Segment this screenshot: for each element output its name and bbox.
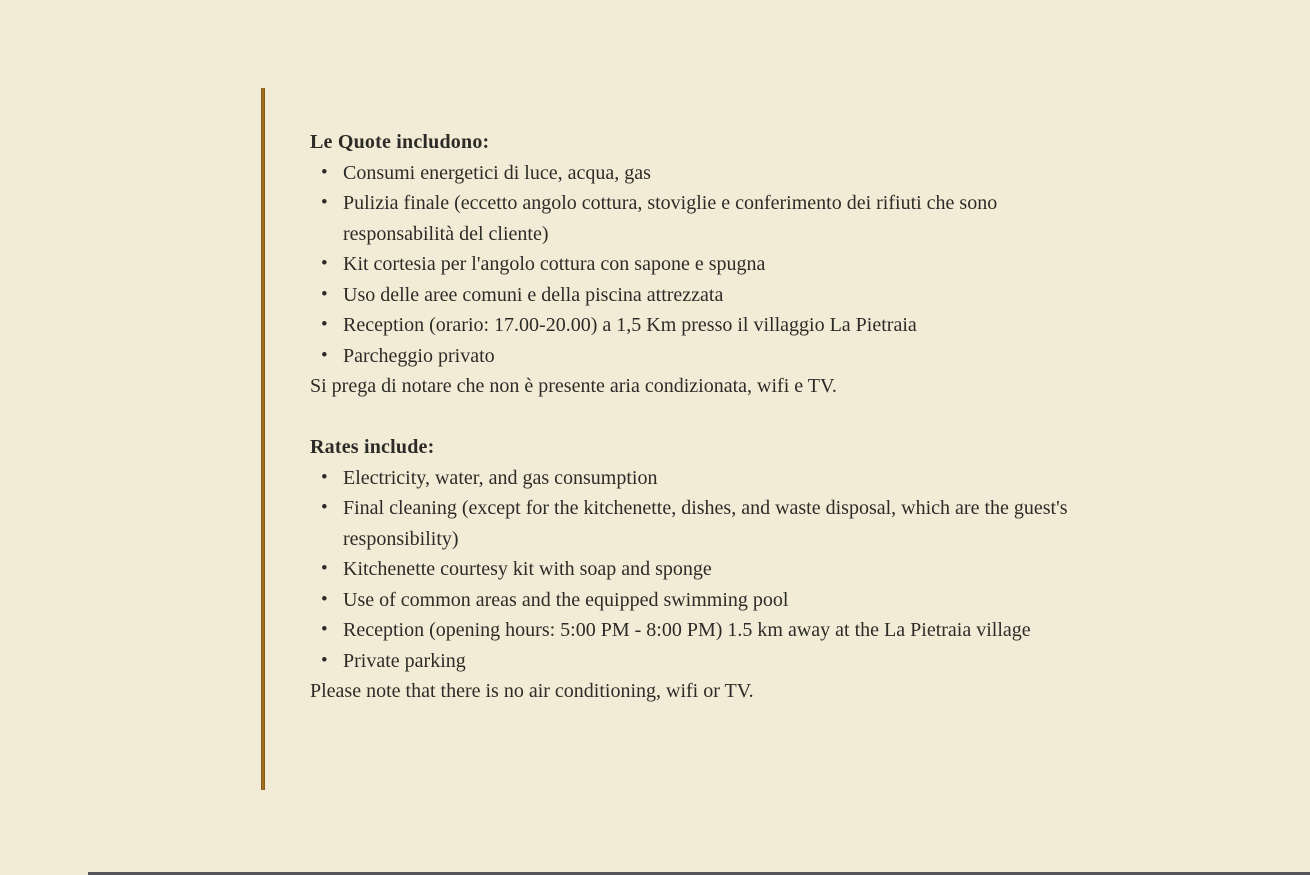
bullet-item: • Reception (opening hours: 5:00 PM - 8:00 PM) 1.5 km away at the La Pietraia village <box>310 615 1071 646</box>
bullet-item: • Pulizia finale (eccetto angolo cottura, stoviglie e conferimento dei rifiuti che sono responsabilità del cliente) <box>310 188 1071 249</box>
content-block <box>310 127 1180 707</box>
section-note-english: Please note that there is no air conditioning, wifi or TV. <box>310 680 754 702</box>
bullet-item: • Kitchenette courtesy kit with soap and sponge <box>310 554 1071 585</box>
bullet-item: • Private parking <box>310 646 1071 677</box>
bullet-item: • Parcheggio privato <box>310 341 1071 372</box>
bullet-item: • Use of common areas and the equipped swimming pool <box>310 585 1071 616</box>
section-note-italian: Si prega di notare che non è presente aria condizionata, wifi e TV. <box>310 375 837 397</box>
bullet-item: • Reception (orario: 17.00-20.00) a 1,5 Km presso il villaggio La Pietraia <box>310 310 1071 341</box>
bullet-list-italian <box>310 158 1071 372</box>
section-heading-italian: Le Quote includono: <box>310 131 490 153</box>
bullet-item: • Kit cortesia per l'angolo cottura con sapone e spugna <box>310 249 1071 280</box>
bullet-item: • Uso delle aree comuni e della piscina attrezzata <box>310 280 1071 311</box>
bullet-item: • Consumi energetici di luce, acqua, gas <box>310 158 1071 189</box>
vertical-accent-line <box>261 88 265 790</box>
section-english <box>310 432 1180 707</box>
bullet-item: • Electricity, water, and gas consumption <box>310 463 1071 494</box>
bullet-item: • Final cleaning (except for the kitchenette, dishes, and waste disposal, which are the guest's responsibility) <box>310 493 1071 554</box>
section-italian <box>310 127 1180 402</box>
section-heading-english: Rates include: <box>310 436 435 458</box>
bullet-list-english <box>310 463 1071 677</box>
